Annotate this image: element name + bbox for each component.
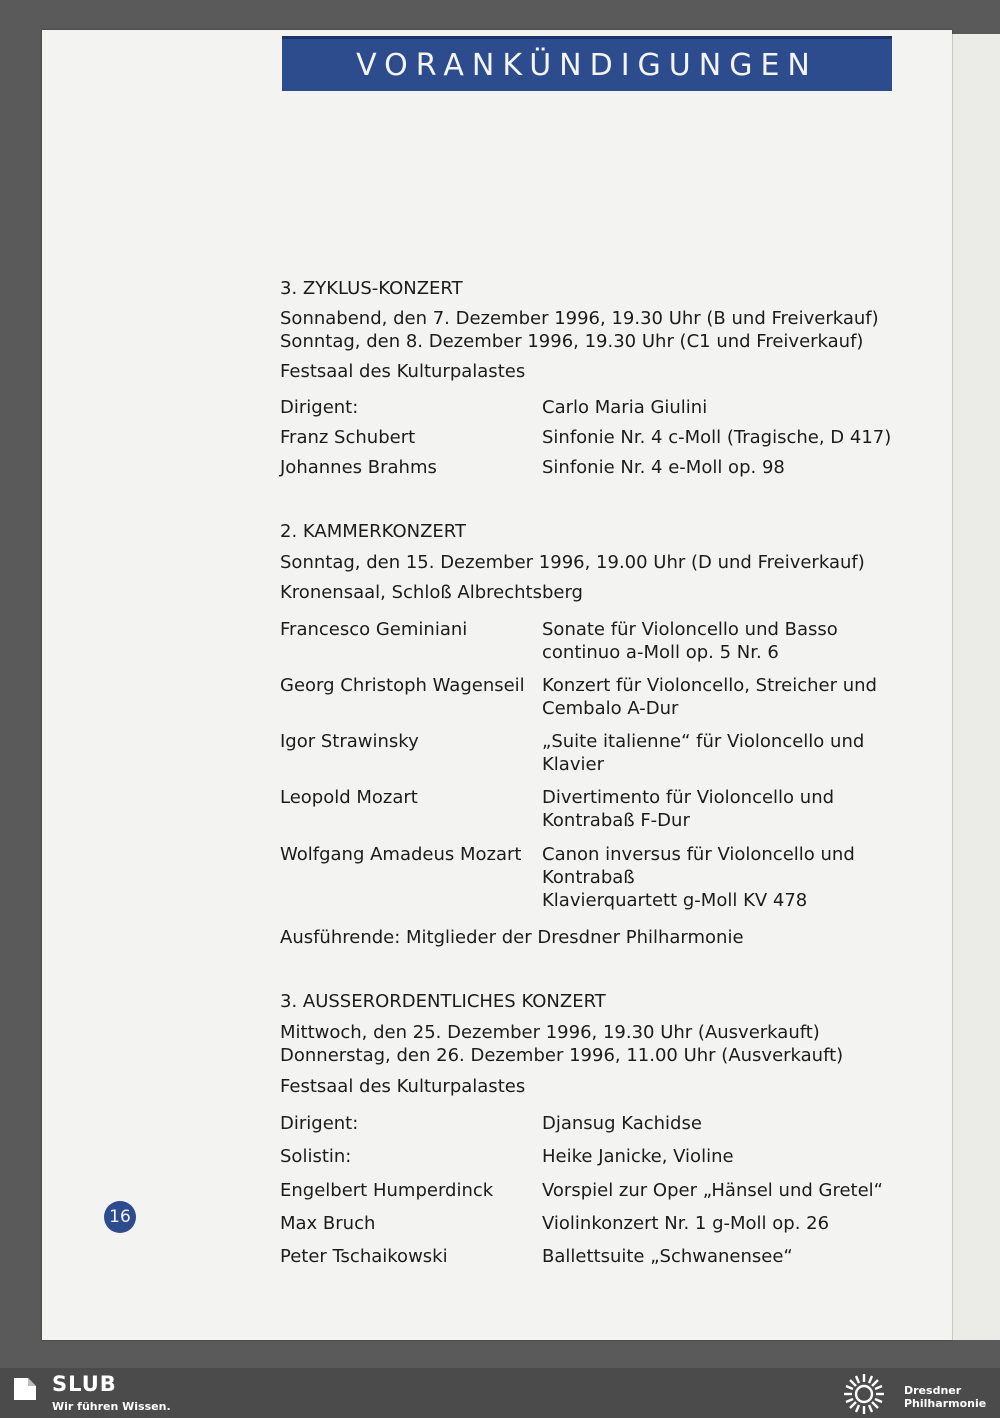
program-right: Sinfonie Nr. 4 e-Moll op. 98	[542, 457, 785, 478]
program-left: Leopold Mozart	[280, 787, 418, 808]
section-heading: 2. KAMMERKONZERT	[280, 521, 466, 542]
program-right: Sinfonie Nr. 4 c-Moll (Tragische, D 417)	[542, 427, 892, 448]
program-right: Kontrabaß F-Dur	[542, 810, 690, 831]
program-left: Igor Strawinsky	[280, 731, 419, 752]
orchestra-name-line1: Dresdner	[904, 1384, 962, 1397]
title-banner	[282, 36, 892, 91]
program-right: Canon inversus für Violoncello und	[542, 844, 855, 865]
program-left: Johannes Brahms	[280, 457, 437, 478]
program-left: Wolfgang Amadeus Mozart	[280, 844, 522, 865]
concert-date: Sonntag, den 15. Dezember 1996, 19.00 Uhr (D und Freiverkauf)	[280, 552, 865, 573]
venue: Festsaal des Kulturpalastes	[280, 361, 526, 382]
program-right: Klavierquartett g-Moll KV 478	[542, 890, 808, 911]
orchestra-logo-icon	[840, 1370, 888, 1418]
program-left: Francesco Geminiani	[280, 619, 468, 640]
program-left: Max Bruch	[280, 1213, 376, 1234]
orchestra-name	[904, 1384, 986, 1410]
program-right: Vorspiel zur Oper „Hänsel und Gretel“	[542, 1180, 883, 1201]
adjacent-page-edge	[952, 34, 1000, 1340]
program-left: Georg Christoph Wagenseil	[280, 675, 525, 696]
program-right: Djansug Kachidse	[542, 1113, 702, 1134]
program-right: Sonate für Violoncello und Basso	[542, 619, 838, 640]
program-right: Violinkonzert Nr. 1 g-Moll op. 26	[542, 1213, 830, 1234]
program-right: Klavier	[542, 754, 604, 775]
footer-bar	[0, 1368, 1000, 1418]
program-left: Dirigent:	[280, 1113, 359, 1134]
program-right: Cembalo A-Dur	[542, 698, 679, 719]
program-right: Heike Janicke, Violine	[542, 1146, 734, 1167]
concert-date: Mittwoch, den 25. Dezember 1996, 19.30 Uhr (Ausverkauft)	[280, 1022, 820, 1043]
program-left: Peter Tschaikowski	[280, 1246, 448, 1267]
concert-date: Donnerstag, den 26. Dezember 1996, 11.00 Uhr (Ausverkauft)	[280, 1045, 844, 1066]
orchestra-name-line2: Philharmonie	[904, 1397, 987, 1410]
concert-date: Sonnabend, den 7. Dezember 1996, 19.30 Uhr (B und Freiverkauf)	[280, 308, 879, 329]
program-left: Franz Schubert	[280, 427, 416, 448]
program-right: continuo a-Moll op. 5 Nr. 6	[542, 642, 779, 663]
program-right: Carlo Maria Giulini	[542, 397, 708, 418]
slub-tagline: Wir führen Wissen.	[52, 1400, 171, 1413]
program-left: Dirigent:	[280, 397, 359, 418]
program-right: Konzert für Violoncello, Streicher und	[542, 675, 877, 696]
program-right: Ballettsuite „Schwanensee“	[542, 1246, 793, 1267]
slub-name: SLUB	[52, 1372, 117, 1396]
venue: Festsaal des Kulturpalastes	[280, 1076, 526, 1097]
section-heading: 3. ZYKLUS-KONZERT	[280, 278, 463, 299]
program-right: Kontrabaß	[542, 867, 635, 888]
concert-date: Sonntag, den 8. Dezember 1996, 19.30 Uhr (C1 und Freiverkauf)	[280, 331, 864, 352]
program-left: Engelbert Humperdinck	[280, 1180, 494, 1201]
venue: Kronensaal, Schloß Albrechtsberg	[280, 582, 583, 603]
section-heading: 3. AUSSERORDENTLICHES KONZERT	[280, 991, 606, 1012]
page-title: VORANKÜNDIGUNGEN	[356, 48, 818, 83]
performers: Ausführende: Mitglieder der Dresdner Philharmonie	[280, 927, 744, 948]
page-number: 16	[104, 1201, 136, 1233]
program-right: „Suite italienne“ für Violoncello und	[542, 731, 865, 752]
program-right: Divertimento für Violoncello und	[542, 787, 835, 808]
slub-logo-icon	[12, 1376, 38, 1402]
program-left: Solistin:	[280, 1146, 352, 1167]
